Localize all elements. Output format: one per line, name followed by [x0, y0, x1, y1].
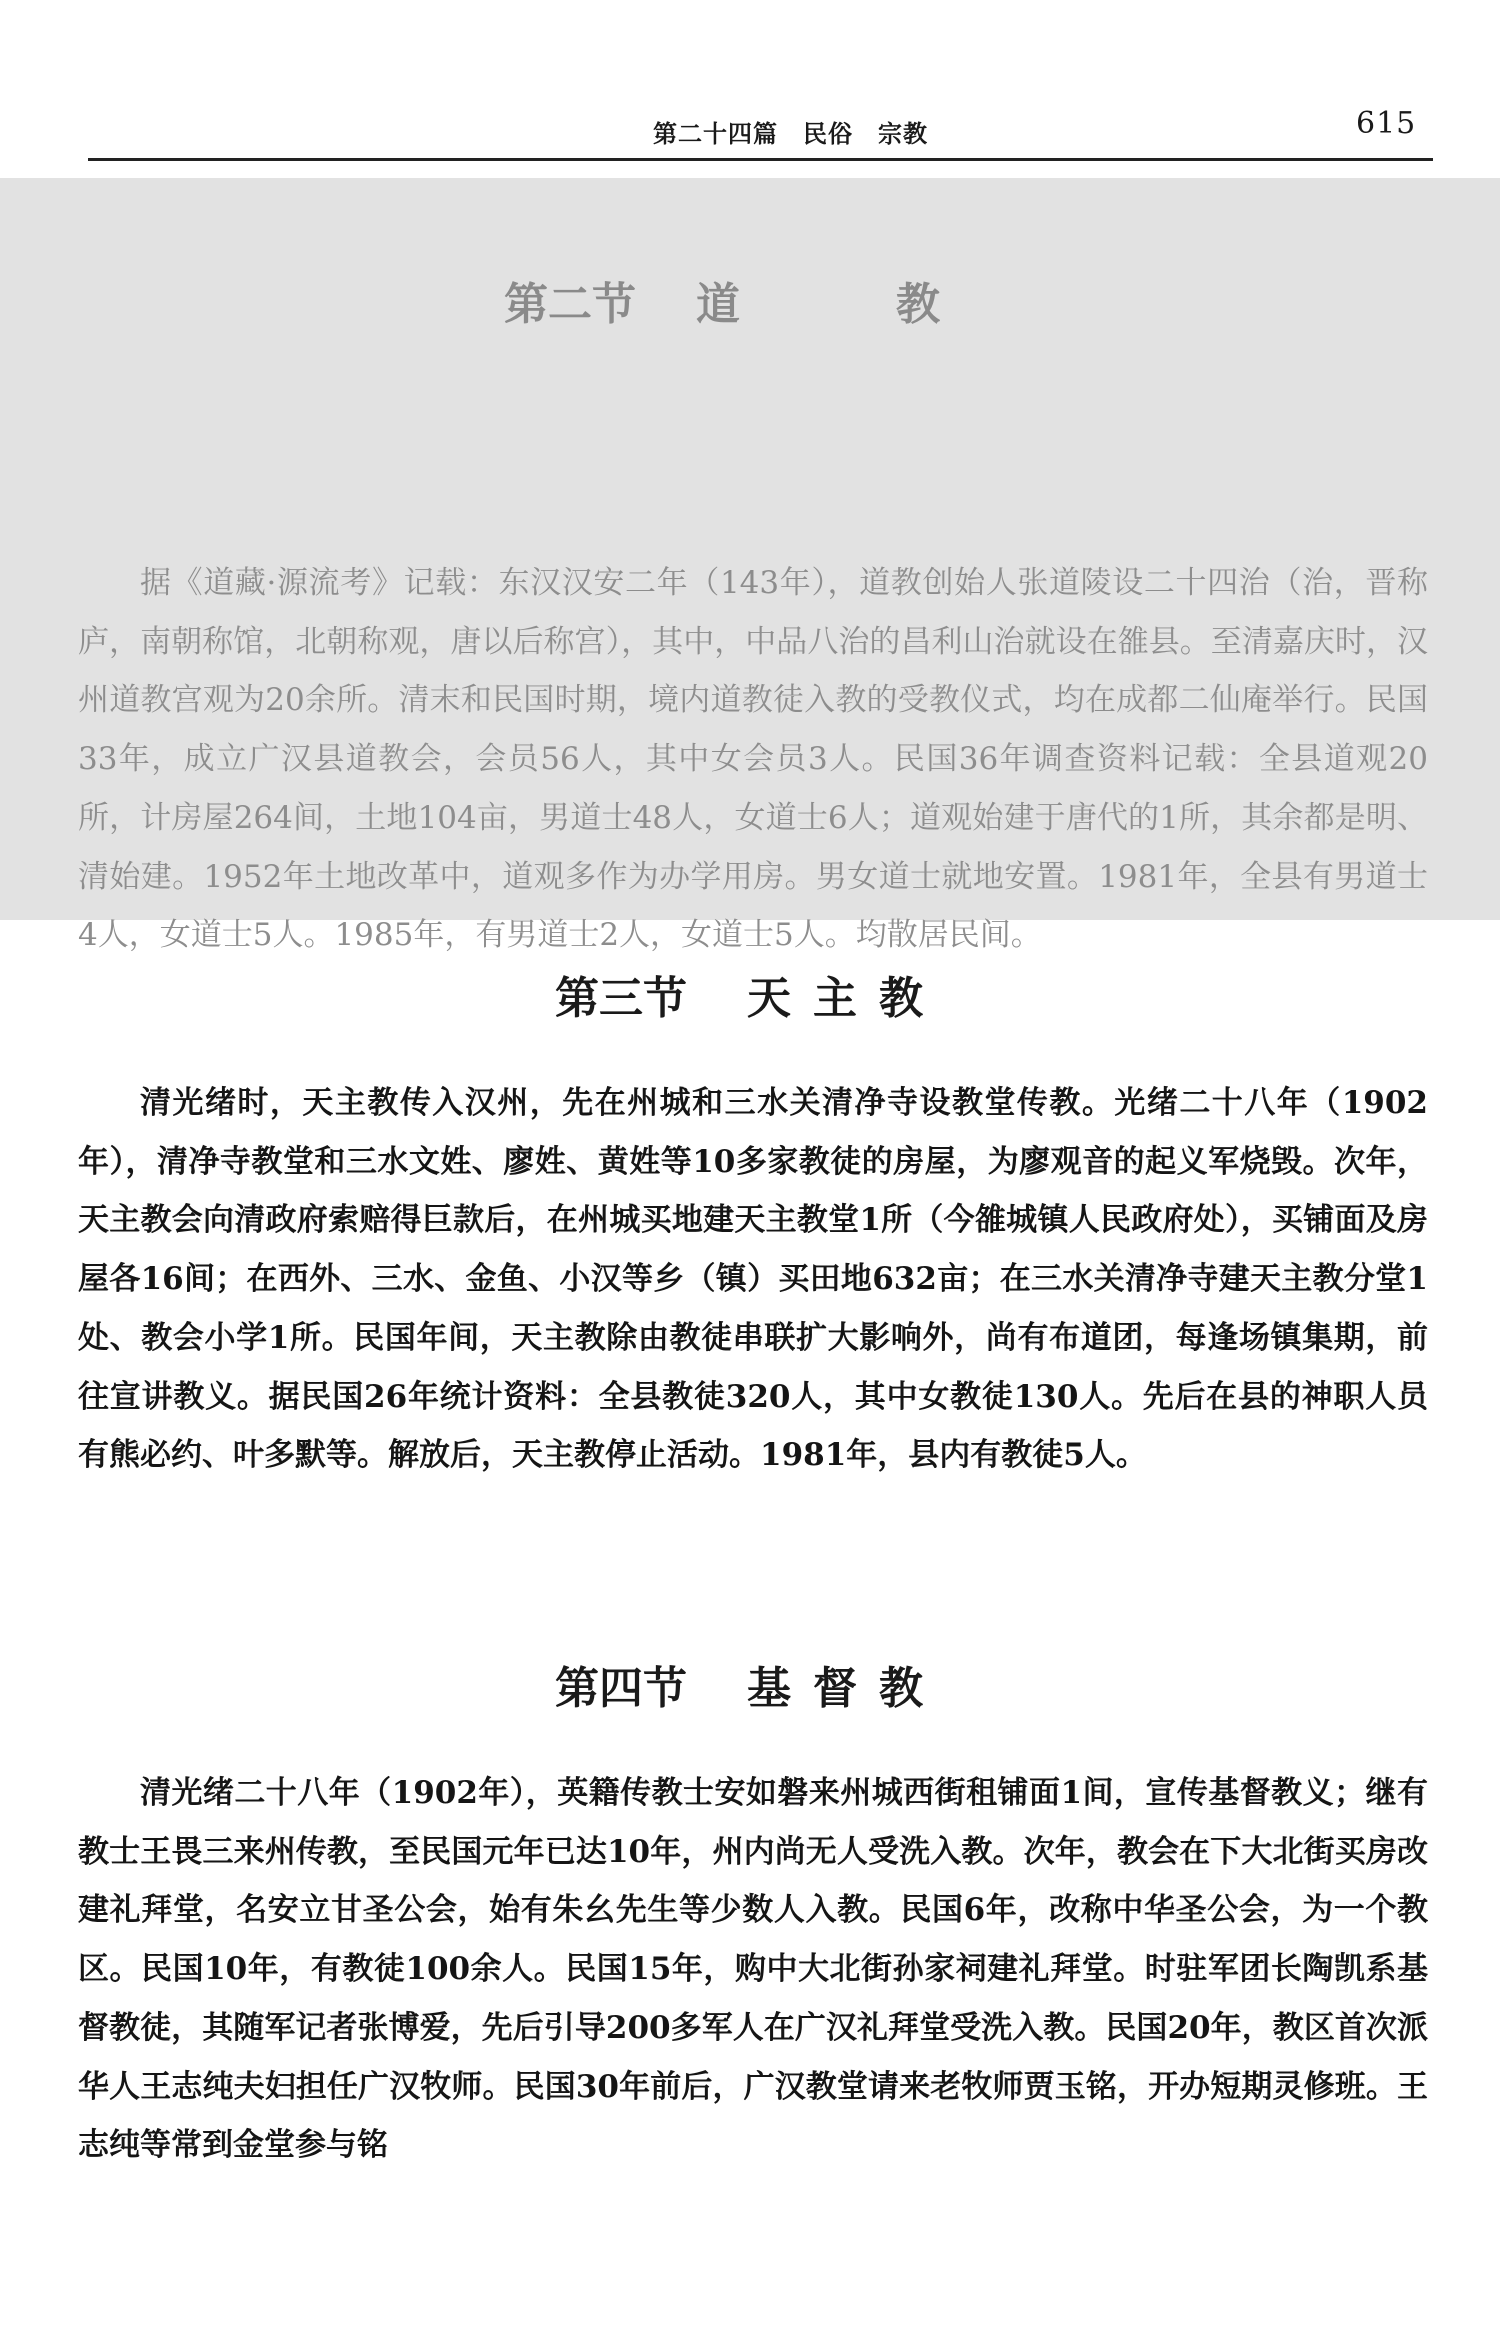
section-paragraph: 据《道藏·源流考》记载：东汉汉安二年（143年），道教创始人张道陵设二十四治（治，晋称庐，南朝称馆，北朝称观，唐以后称宫），其中，中品八治的昌利山治就设在雒县。至清嘉庆时，汉州道教宫观为20余所。清末和民国时期，境内道教徒入教的受教仪式，均在成都二仙庵举行。民国33年，成立广汉县道教会，会员56人，其中女会员3人。民国36年调查资料记载：全县道观20所，计房屋264间，土地104亩，男道士48人，女道士6人；道观始建于唐代的1所，其余都是明、清始建。1952年土地改革中，道观多作为办学用房。男女道士就地安置。1981年，全县有男道士4人，女道士5人。1985年，有男道士2人，女道士5人。均散居民间。: [78, 565, 1428, 954]
page-number: 615: [1356, 106, 1417, 141]
section-heading-daoism: [0, 268, 1500, 332]
section-number: 第二节: [504, 279, 636, 330]
section-number: 第四节: [555, 1663, 687, 1714]
header-rule: [88, 158, 1433, 161]
running-header: [88, 100, 1433, 160]
section-paragraph: 清光绪时，天主教传入汉州，先在州城和三水关清净寺设教堂传教。光绪二十八年（1902年），清净寺教堂和三水文姓、廖姓、黄姓等10多家教徒的房屋，为廖观音的起义军烧毁。次年，天主教会向清政府索赔得巨款后，在州城买地建天主教堂1所（今雒城镇人民政府处），买铺面及房屋各16间；在西外、三水、金鱼、小汉等乡（镇）买田地632亩；在三水关清净寺建天主教分堂1处、教会小学1所。民国年间，天主教除由教徒串联扩大影响外，尚有布道团，每逢场镇集期，前往宣讲教义。据民国26年统计资料：全县教徒320人，其中女教徒130人。先后在县的神职人员有熊必约、叶多默等。解放后，天主教停止活动。1981年，县内有教徒5人。: [78, 1085, 1428, 1474]
section-title: 基督教: [747, 1663, 945, 1714]
section-heading-christianity: [0, 1652, 1500, 1716]
section-title: 天主教: [747, 973, 945, 1024]
running-title: 第二十四篇 民俗 宗教: [653, 119, 928, 148]
section-paragraph: 清光绪二十八年（1902年），英籍传教士安如磐来州城西街租铺面1间，宣传基督教义；继有教士王畏三来州传教，至民国元年已达10年，州内尚无人受洗入教。次年，教会在下大北街买房改建礼拜堂，名安立甘圣公会，始有朱幺先生等少数人入教。民国6年，改称中华圣公会，为一个教区。民国10年，有教徒100余人。民国15年，购中大北街孙家祠建礼拜堂。时驻军团长陶凯系基督教徒，其随军记者张博爱，先后引导200多军人在广汉礼拜堂受洗入教。民国20年，教区首次派华人王志纯夫妇担任广汉牧师。民国30年前后，广汉教堂请来老牧师贾玉铭，开办短期灵修班。王志纯等常到金堂参与铭: [78, 1775, 1428, 2164]
section-number: 第三节: [555, 973, 687, 1024]
section-daoism: [0, 178, 1500, 954]
section-heading-catholicism: [0, 962, 1500, 1026]
section-title: 道 教: [696, 279, 996, 330]
